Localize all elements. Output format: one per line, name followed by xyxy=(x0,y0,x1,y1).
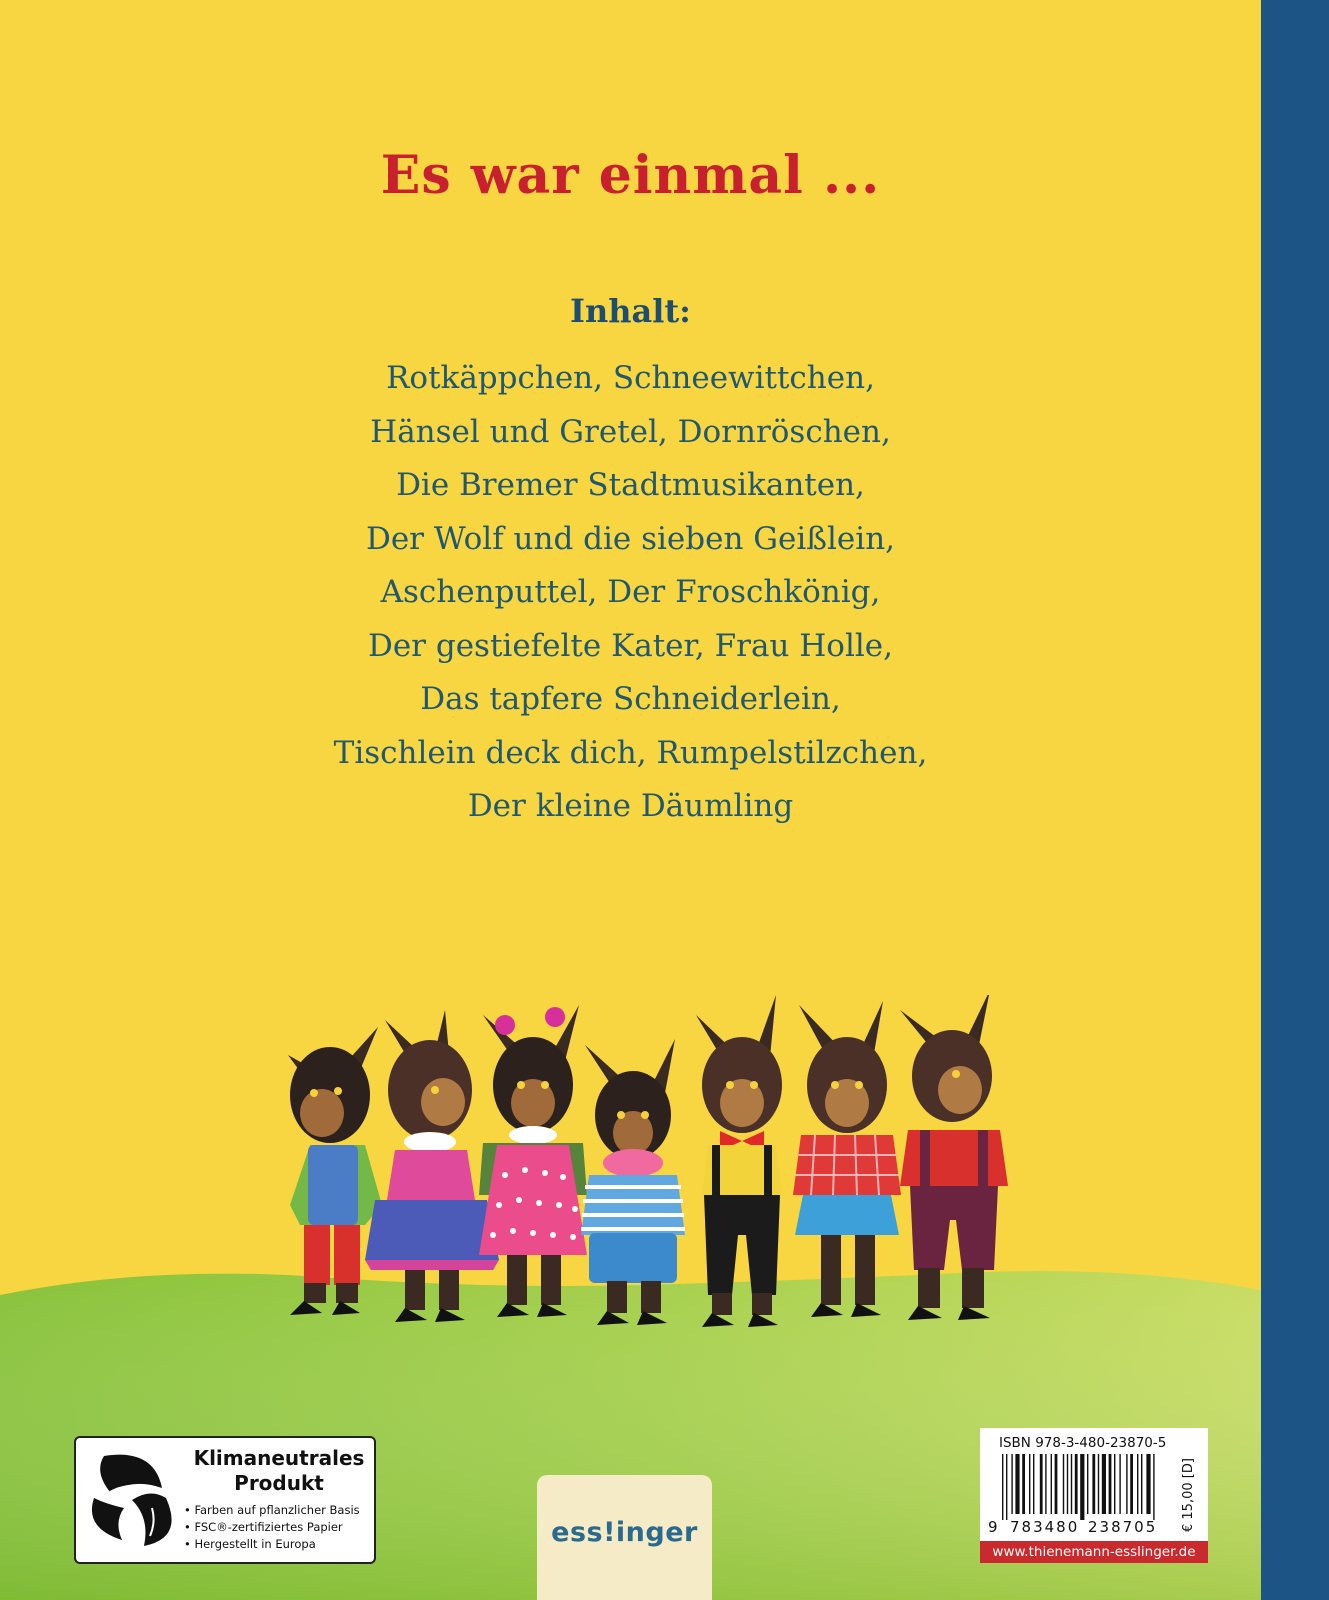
badge-title-line2: Produkt xyxy=(234,1471,324,1495)
barcode-digit-first: 9 xyxy=(988,1518,998,1536)
climate-neutral-badge xyxy=(74,1436,376,1564)
goat-6 xyxy=(793,1001,901,1317)
spine-strip xyxy=(1261,0,1329,1600)
contents-line: Der gestiefelte Kater, Frau Holle, xyxy=(367,627,893,664)
badge-bullet: • Hergestellt in Europa xyxy=(184,1536,360,1553)
publisher-logo: ess!inger xyxy=(551,1517,698,1548)
goat-3 xyxy=(479,1005,587,1317)
barcode-digits-left: 783480 xyxy=(1010,1518,1080,1536)
price-label xyxy=(1166,1454,1206,1536)
publisher-tab xyxy=(537,1475,712,1600)
badge-title xyxy=(184,1446,374,1496)
goat-7 xyxy=(900,995,1008,1320)
barcode xyxy=(988,1452,1178,1536)
goat-4 xyxy=(581,1039,685,1325)
barcode-digits-right: 238705 xyxy=(1088,1518,1158,1536)
goat-2 xyxy=(365,1010,499,1322)
contents-line: Rotkäppchen, Schneewittchen, xyxy=(386,360,875,396)
contents-line: Die Bremer Stadtmusikanten, xyxy=(396,467,865,503)
price-text: € 15,00 [D] xyxy=(1181,1458,1196,1532)
contents-line: Tischlein deck dich, Rumpelstilzchen, xyxy=(333,734,928,771)
badge-bullets xyxy=(184,1502,360,1553)
website-bar xyxy=(980,1541,1208,1563)
contents-list xyxy=(0,352,1261,834)
barcode-box xyxy=(980,1428,1208,1541)
badge-title-line1: Klimaneutrales xyxy=(193,1446,365,1470)
website-url[interactable]: www.thienemann-esslinger.de xyxy=(992,1544,1196,1560)
isbn-text: ISBN 978-3-480-23870-5 xyxy=(999,1435,1167,1451)
goat-1 xyxy=(288,1027,382,1315)
leaf-recycle-icon xyxy=(84,1448,184,1548)
goat-5 xyxy=(696,995,782,1327)
contents-line: Aschenputtel, Der Froschkönig, xyxy=(380,574,881,610)
book-title: Es war einmal ... xyxy=(380,145,881,206)
contents-heading: Inhalt: xyxy=(570,292,691,330)
badge-bullet: • FSC®-zertifiziertes Papier xyxy=(184,1519,360,1536)
contents-line: Der Wolf und die sieben Geißlein, xyxy=(365,520,896,557)
badge-bullet: • Farben auf pflanzlicher Basis xyxy=(184,1502,360,1519)
contents-line: Der kleine Däumling xyxy=(467,788,794,824)
contents-line: Hänsel und Gretel, Dornröschen, xyxy=(370,413,891,450)
contents-line: Das tapfere Schneiderlein, xyxy=(420,681,841,717)
